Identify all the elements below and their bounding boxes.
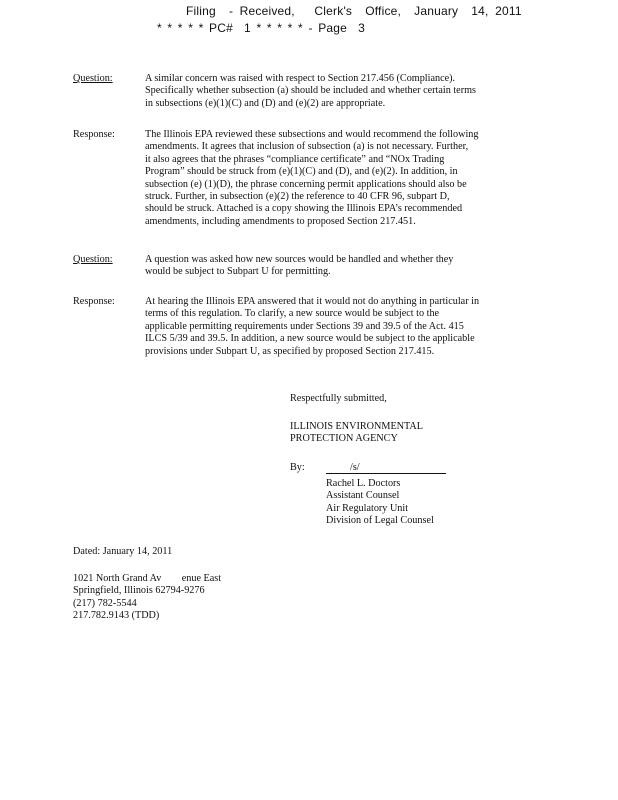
filing-header-line2: * * * * * PC# 1 * * * * * - Page 3 [157, 21, 365, 35]
response-label: Response: [73, 129, 115, 140]
signature-mark: /s/ [350, 462, 360, 473]
by-label: By: [290, 462, 305, 473]
question-label: Question: [73, 254, 113, 265]
signature-line [326, 473, 446, 474]
response-text: The Illinois EPA reviewed these subsections and would recommend the following amendments. It agrees that inclusion of subsection (a) is not necessary. Further, it also agrees that the phrases “compliance certificate” and “NOx Trading Program” should be struck from (e)(1)(C) and (D), and (e)(2). In addition, in subsection (e) (1)(D), the phrase concerning permit applications should also be struck. Further, in subsection (e)(2) the reference to 40 CFR 96, subpart D, should be struck. Attached is a copy showing the Illinois EPA’s recommended amendments, including amendments to proposed Section 217.451. [145, 129, 479, 227]
dated-line: Dated: January 14, 2011 [73, 546, 173, 557]
response-text: At hearing the Illinois EPA answered that it would not do anything in particular in terms of this regulation. To clarify, a new source would be subject to the applicable permitting requirements under Sections 39 and 39.5 of the Act. 415 ILCS 5/39 and 39.5. In addition, a new source would be subject to the applicable provisions under Subpart U, as specified by proposed Section 217.415. [145, 296, 480, 357]
question-text: A similar concern was raised with respect to Section 217.456 (Compliance). Specifically whether subsection (a) should be included and whether certain terms in subsections (e)(1)(C) and (D) and (e)(2) are appropriate. [145, 73, 476, 109]
signer-block: Rachel L. Doctors Assistant Counsel Air Regulatory Unit Division of Legal Counsel [326, 478, 434, 527]
response-label: Response: [73, 296, 115, 307]
agency-name: ILLINOIS ENVIRONMENTAL PROTECTION AGENCY [290, 421, 424, 445]
address-block: 1021 North Grand Av enue East Springfield, Illinois 62794-9276 (217) 782-5544 217.782.9143 (TDD) [73, 573, 222, 622]
respectfully-submitted: Respectfully submitted, [290, 393, 387, 404]
question-label: Question: [73, 73, 113, 84]
filing-header-line1: Filing - Received, Clerk's Office, January 14, 2011 [186, 4, 522, 18]
question-text: A question was asked how new sources would be handled and whether they would be subject to Subpart U for permitting. [145, 254, 454, 278]
